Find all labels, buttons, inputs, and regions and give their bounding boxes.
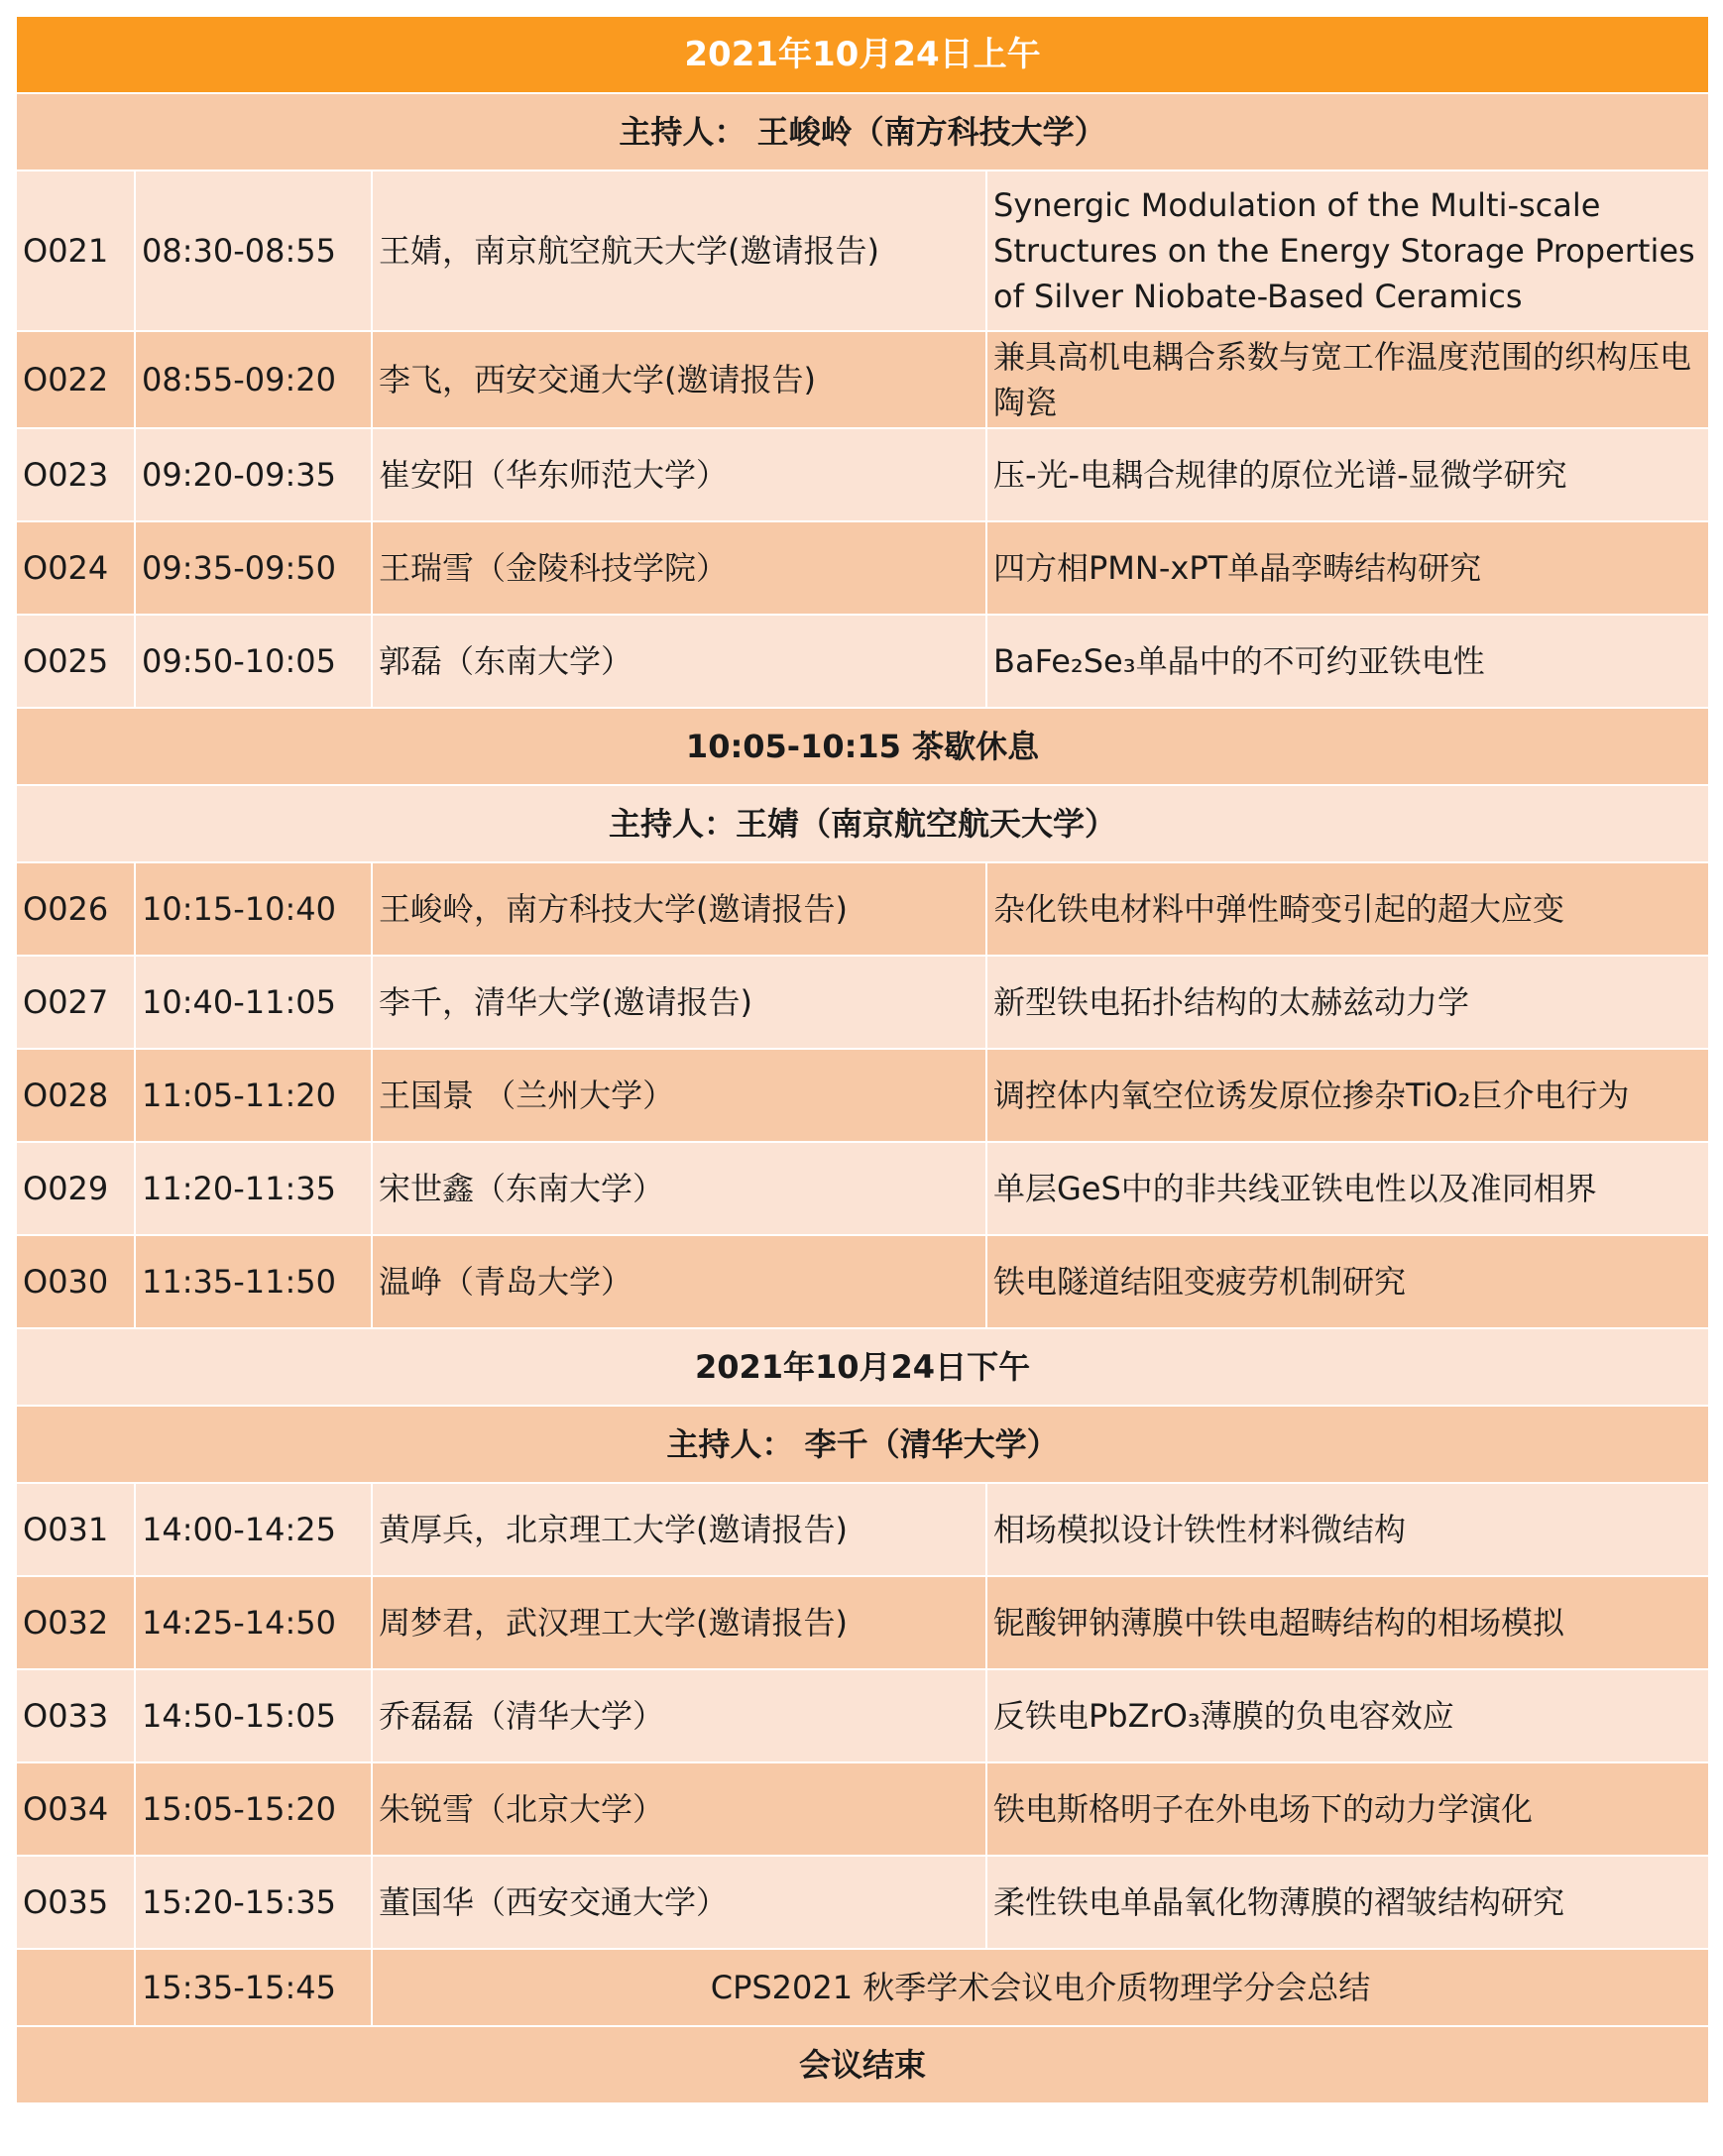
talk-id: O030 (16, 1235, 135, 1328)
talk-title: 压-光-电耦合规律的原位光谱-显微学研究 (986, 428, 1709, 521)
talk-id: O027 (16, 956, 135, 1049)
afternoon-date-band (16, 1328, 1709, 1406)
table-row (16, 1049, 1709, 1142)
talk-time: 09:20-09:35 (135, 428, 372, 521)
talk-id: O023 (16, 428, 135, 521)
talk-title: 相场模拟设计铁性材料微结构 (986, 1483, 1709, 1576)
talk-speaker: 温峥（青岛大学） (372, 1235, 986, 1328)
talk-id: O025 (16, 615, 135, 708)
talk-id: O035 (16, 1856, 135, 1949)
talk-time: 15:05-15:20 (135, 1762, 372, 1856)
host-band (16, 1406, 1709, 1483)
host-band (16, 785, 1709, 862)
talk-title: 兼具高机电耦合系数与宽工作温度范围的织构压电陶瓷 (986, 331, 1709, 428)
schedule-table (15, 15, 1710, 2104)
summary-time: 15:35-15:45 (135, 1949, 372, 2026)
talk-time: 08:55-09:20 (135, 331, 372, 428)
talk-speaker: 李飞，西安交通大学(邀请报告) (372, 331, 986, 428)
talk-speaker: 王婧，南京航空航天大学(邀请报告) (372, 170, 986, 331)
talk-id: O033 (16, 1669, 135, 1762)
tea-break-label: 10:05-10:15 茶歇休息 (16, 708, 1709, 785)
talk-id: O032 (16, 1576, 135, 1669)
table-row (16, 862, 1709, 956)
talk-time: 11:20-11:35 (135, 1142, 372, 1235)
talk-time: 14:25-14:50 (135, 1576, 372, 1669)
host-label: 主持人：王婧（南京航空航天大学） (16, 785, 1709, 862)
summary-row (16, 1949, 1709, 2026)
talk-time: 09:50-10:05 (135, 615, 372, 708)
talk-time: 10:15-10:40 (135, 862, 372, 956)
host-label: 主持人： 王峻岭（南方科技大学） (16, 93, 1709, 170)
table-row (16, 956, 1709, 1049)
talk-speaker: 黄厚兵，北京理工大学(邀请报告) (372, 1483, 986, 1576)
talk-time: 14:00-14:25 (135, 1483, 372, 1576)
table-row (16, 1142, 1709, 1235)
talk-title: 柔性铁电单晶氧化物薄膜的褶皱结构研究 (986, 1856, 1709, 1949)
table-row (16, 521, 1709, 615)
talk-id: O026 (16, 862, 135, 956)
talk-id: O034 (16, 1762, 135, 1856)
table-row (16, 1483, 1709, 1576)
afternoon-date: 2021年10月24日下午 (16, 1328, 1709, 1406)
talk-title: 反铁电PbZrO₃薄膜的负电容效应 (986, 1669, 1709, 1762)
host-band (16, 93, 1709, 170)
talk-speaker: 周梦君，武汉理工大学(邀请报告) (372, 1576, 986, 1669)
table-row (16, 1762, 1709, 1856)
morning-date: 2021年10月24日上午 (16, 16, 1709, 93)
table-row (16, 1235, 1709, 1328)
talk-title: 杂化铁电材料中弹性畸变引起的超大应变 (986, 862, 1709, 956)
talk-speaker: 乔磊磊（清华大学） (372, 1669, 986, 1762)
tea-break-band (16, 708, 1709, 785)
table-row (16, 428, 1709, 521)
closing-label: 会议结束 (16, 2026, 1709, 2103)
schedule (15, 15, 1708, 2104)
talk-speaker: 朱锐雪（北京大学） (372, 1762, 986, 1856)
talk-title: 铌酸钾钠薄膜中铁电超畴结构的相场模拟 (986, 1576, 1709, 1669)
talk-time: 15:20-15:35 (135, 1856, 372, 1949)
table-row (16, 1669, 1709, 1762)
talk-title: 铁电斯格明子在外电场下的动力学演化 (986, 1762, 1709, 1856)
talk-time: 11:05-11:20 (135, 1049, 372, 1142)
talk-time: 10:40-11:05 (135, 956, 372, 1049)
talk-title: 四方相PMN-xPT单晶孪畴结构研究 (986, 521, 1709, 615)
talk-id: O021 (16, 170, 135, 331)
host-label: 主持人： 李千（清华大学） (16, 1406, 1709, 1483)
talk-speaker: 崔安阳（华东师范大学） (372, 428, 986, 521)
talk-time: 11:35-11:50 (135, 1235, 372, 1328)
talk-id: O022 (16, 331, 135, 428)
summary-text: CPS2021 秋季学术会议电介质物理学分会总结 (372, 1949, 1709, 2026)
talk-title: 铁电隧道结阻变疲劳机制研究 (986, 1235, 1709, 1328)
talk-id: O029 (16, 1142, 135, 1235)
talk-title: 单层GeS中的非共线亚铁电性以及准同相界 (986, 1142, 1709, 1235)
talk-title: BaFe₂Se₃单晶中的不可约亚铁电性 (986, 615, 1709, 708)
table-row (16, 1856, 1709, 1949)
talk-speaker: 王国景 （兰州大学） (372, 1049, 986, 1142)
table-row (16, 1576, 1709, 1669)
talk-time: 09:35-09:50 (135, 521, 372, 615)
talk-title: 新型铁电拓扑结构的太赫兹动力学 (986, 956, 1709, 1049)
table-row (16, 331, 1709, 428)
talk-id: O024 (16, 521, 135, 615)
talk-id: O031 (16, 1483, 135, 1576)
table-row (16, 170, 1709, 331)
talk-speaker: 王瑞雪（金陵科技学院） (372, 521, 986, 615)
talk-time: 14:50-15:05 (135, 1669, 372, 1762)
table-row (16, 615, 1709, 708)
talk-title: Synergic Modulation of the Multi-scale Structures on the Energy Storage Properties of Silver Niobate-Based Ceramics (986, 170, 1709, 331)
summary-id-empty (16, 1949, 135, 2026)
talk-id: O028 (16, 1049, 135, 1142)
talk-time: 08:30-08:55 (135, 170, 372, 331)
talk-speaker: 宋世鑫（东南大学） (372, 1142, 986, 1235)
talk-speaker: 王峻岭，南方科技大学(邀请报告) (372, 862, 986, 956)
talk-speaker: 李千，清华大学(邀请报告) (372, 956, 986, 1049)
talk-speaker: 董国华（西安交通大学） (372, 1856, 986, 1949)
closing-band (16, 2026, 1709, 2103)
talk-speaker: 郭磊（东南大学） (372, 615, 986, 708)
morning-date-header (16, 16, 1709, 93)
talk-title: 调控体内氧空位诱发原位掺杂TiO₂巨介电行为 (986, 1049, 1709, 1142)
